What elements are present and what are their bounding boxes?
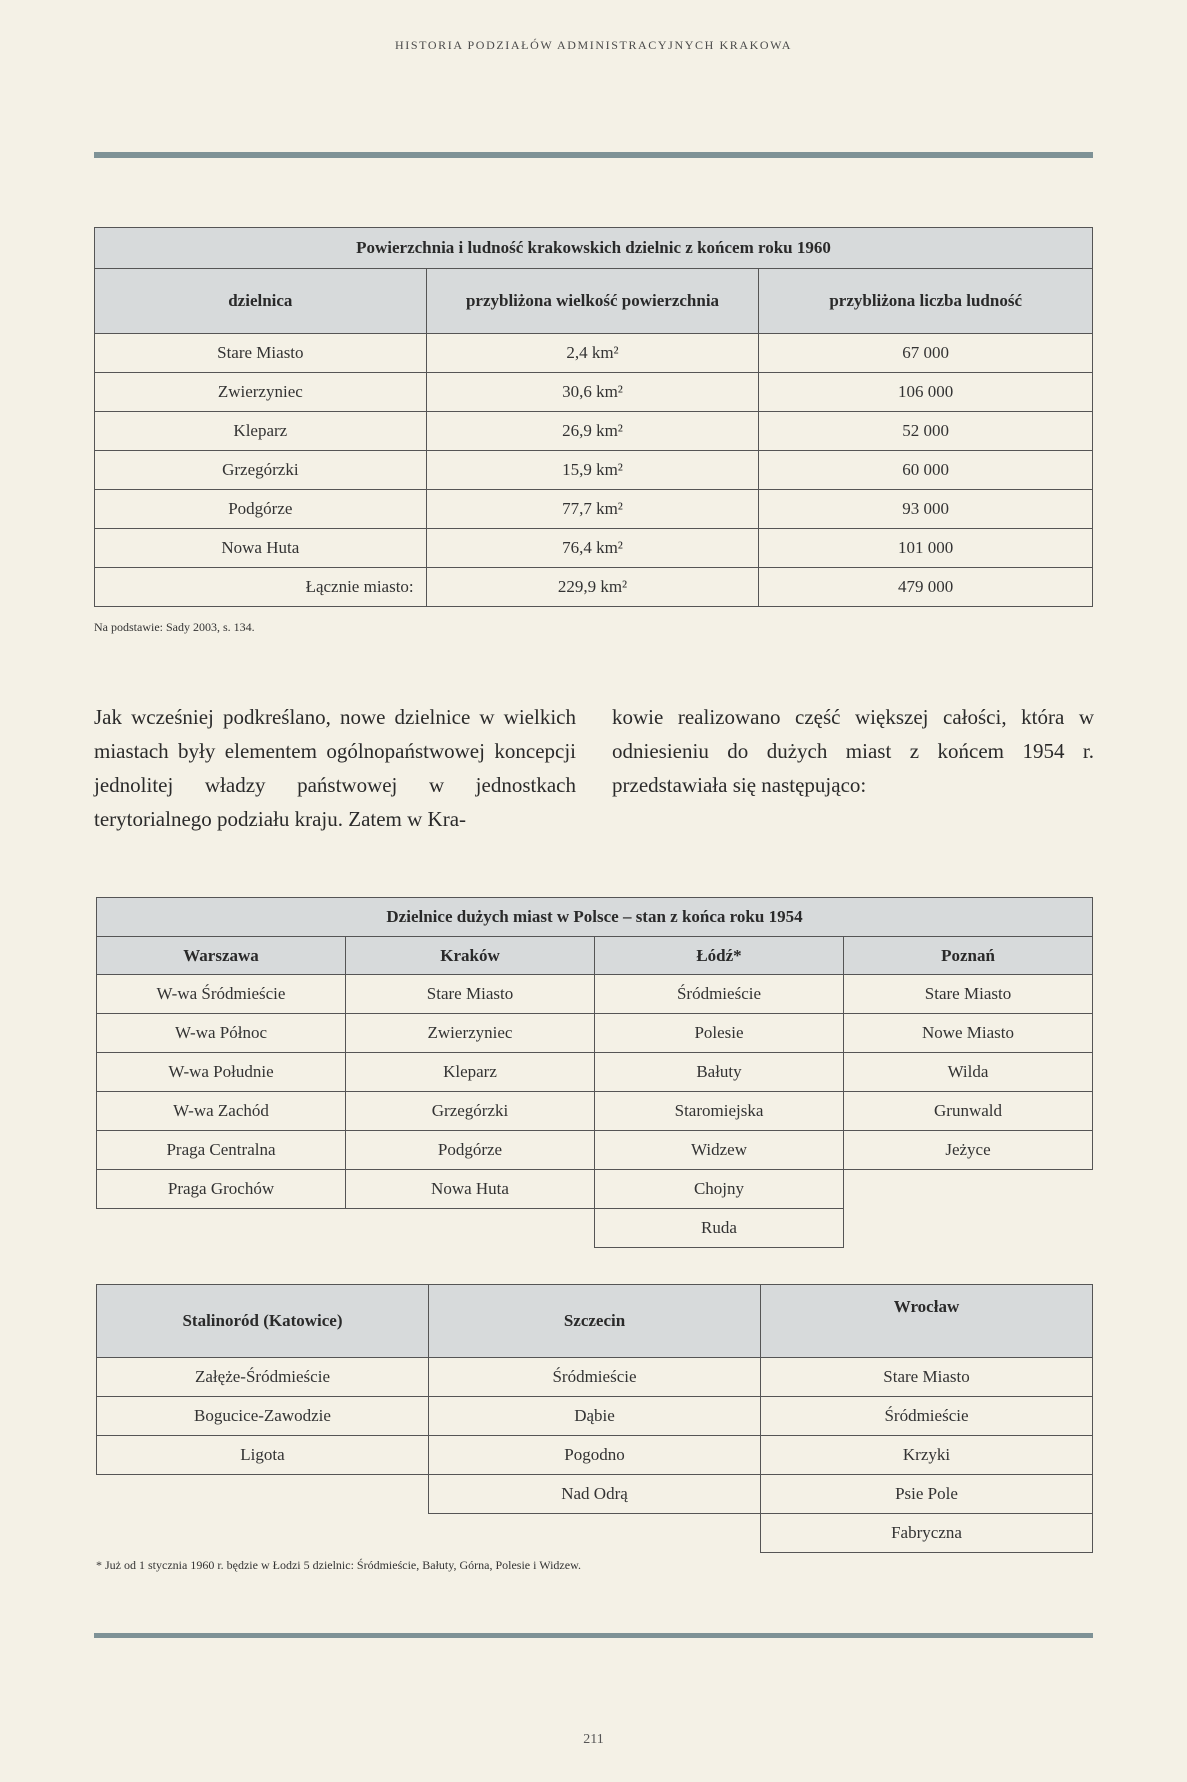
empty-cell xyxy=(429,1514,761,1553)
table-cell: Nowa Huta xyxy=(346,1170,595,1209)
table-cell: Praga Grochów xyxy=(97,1170,346,1209)
empty-cell xyxy=(844,1170,1093,1209)
table-cell: 26,9 km² xyxy=(426,412,759,451)
table-cell: W-wa Południe xyxy=(97,1053,346,1092)
table-cell: Stare Miasto xyxy=(95,334,427,373)
column-header: Warszawa xyxy=(97,937,346,975)
table-cell: Jeżyce xyxy=(844,1131,1093,1170)
column-header: Stalinoród (Katowice) xyxy=(97,1285,429,1358)
table-cell: 76,4 km² xyxy=(426,529,759,568)
table-cell: 15,9 km² xyxy=(426,451,759,490)
table-row xyxy=(97,1014,1093,1053)
table-cell: W-wa Śródmieście xyxy=(97,975,346,1014)
table-row xyxy=(97,1092,1093,1131)
total-area: 229,9 km² xyxy=(426,568,759,607)
table-cell: 77,7 km² xyxy=(426,490,759,529)
total-row xyxy=(95,568,1093,607)
table-cell: Grzegórzki xyxy=(346,1092,595,1131)
table-cell: Pogodno xyxy=(429,1436,761,1475)
page-number: 211 xyxy=(583,1732,604,1747)
column-header: Szczecin xyxy=(429,1285,761,1358)
table-cell: Podgórze xyxy=(346,1131,595,1170)
table-cell: Śródmieście xyxy=(429,1358,761,1397)
body-text-left: Jak wcześniej podkreślano, nowe dzielnice w wielkich miastach były elementem ogólnopaństwowej koncepcji jednolitej władzy państwowej w jednostkach terytorialnego podziału kraju. Zatem w Kra- xyxy=(94,705,576,831)
empty-cell xyxy=(97,1209,346,1248)
table-cell: Śródmieście xyxy=(595,975,844,1014)
table-row xyxy=(97,1131,1093,1170)
table-cell: Załęże-Śródmieście xyxy=(97,1358,429,1397)
table-row xyxy=(95,373,1093,412)
table-row xyxy=(97,1436,1093,1475)
table-cell: Nowe Miasto xyxy=(844,1014,1093,1053)
table-cell: Widzew xyxy=(595,1131,844,1170)
table-cell: 67 000 xyxy=(759,334,1093,373)
empty-cell xyxy=(346,1209,595,1248)
table-cell: Zwierzyniec xyxy=(95,373,427,412)
districts-1954-table-continued xyxy=(96,1284,1093,1553)
table-cell: Podgórze xyxy=(95,490,427,529)
table-row xyxy=(95,529,1093,568)
table-row xyxy=(97,1209,1093,1248)
table-cell: Praga Centralna xyxy=(97,1131,346,1170)
table-cell: Wilda xyxy=(844,1053,1093,1092)
source-note: Na podstawie: Sady 2003, s. 134. xyxy=(94,620,255,634)
table-row xyxy=(97,1170,1093,1209)
top-rule xyxy=(94,152,1093,158)
table-cell: Bogucice-Zawodzie xyxy=(97,1397,429,1436)
districts-1954-table xyxy=(96,897,1093,1248)
total-population: 479 000 xyxy=(759,568,1093,607)
column-header: Poznań xyxy=(844,937,1093,975)
table-cell: 2,4 km² xyxy=(426,334,759,373)
table-cell: Kleparz xyxy=(95,412,427,451)
table-cell: Staromiejska xyxy=(595,1092,844,1131)
table-cell: Ruda xyxy=(595,1209,844,1248)
table-cell: W-wa Północ xyxy=(97,1014,346,1053)
table-cell: Ligota xyxy=(97,1436,429,1475)
bottom-rule xyxy=(94,1633,1093,1638)
table-row xyxy=(97,1514,1093,1553)
table-row xyxy=(97,1475,1093,1514)
table-row xyxy=(95,490,1093,529)
empty-cell xyxy=(844,1209,1093,1248)
table-cell: Krzyki xyxy=(761,1436,1093,1475)
table-cell: Stare Miasto xyxy=(844,975,1093,1014)
table-row xyxy=(97,975,1093,1014)
table-cell: 52 000 xyxy=(759,412,1093,451)
running-head: HISTORIA PODZIAŁÓW ADMINISTRACYJNYCH KRAKOWA xyxy=(395,38,792,52)
table-row xyxy=(97,1358,1093,1397)
table-row xyxy=(95,412,1093,451)
table-cell: Stare Miasto xyxy=(346,975,595,1014)
table-caption: Dzielnice dużych miast w Polsce – stan z końca roku 1954 xyxy=(97,898,1093,937)
column-header: dzielnica xyxy=(95,269,427,334)
table-cell: 101 000 xyxy=(759,529,1093,568)
table-cell: Zwierzyniec xyxy=(346,1014,595,1053)
table-cell: 30,6 km² xyxy=(426,373,759,412)
table-cell: Psie Pole xyxy=(761,1475,1093,1514)
table-cell: Fabryczna xyxy=(761,1514,1093,1553)
table-cell: Dąbie xyxy=(429,1397,761,1436)
table-cell: W-wa Zachód xyxy=(97,1092,346,1131)
table-caption: Powierzchnia i ludność krakowskich dzielnic z końcem roku 1960 xyxy=(95,228,1093,269)
table-row xyxy=(97,1053,1093,1092)
table-cell: Grunwald xyxy=(844,1092,1093,1131)
table-cell: Kleparz xyxy=(346,1053,595,1092)
column-header: przybliżona wielkość powierzchnia xyxy=(426,269,759,334)
table-cell: Nowa Huta xyxy=(95,529,427,568)
table-cell: Nad Odrą xyxy=(429,1475,761,1514)
body-text-right: kowie realizowano część większej całości, która w odniesieniu do dużych miast z końcem 1954 r. przedstawiała się następująco: xyxy=(612,705,1094,797)
table-cell: Bałuty xyxy=(595,1053,844,1092)
empty-cell xyxy=(97,1475,429,1514)
empty-cell xyxy=(97,1514,429,1553)
column-header: Łódź* xyxy=(595,937,844,975)
table-row xyxy=(95,334,1093,373)
table-cell: Stare Miasto xyxy=(761,1358,1093,1397)
table-cell: Grzegórzki xyxy=(95,451,427,490)
column-header: przybliżona liczba ludność xyxy=(759,269,1093,334)
table-cell: 106 000 xyxy=(759,373,1093,412)
table-row xyxy=(95,451,1093,490)
total-label: Łącznie miasto: xyxy=(95,568,427,607)
column-header: Kraków xyxy=(346,937,595,975)
table-row xyxy=(97,1397,1093,1436)
column-header: Wrocław xyxy=(761,1285,1093,1358)
table-cell: Śródmieście xyxy=(761,1397,1093,1436)
table-cell: 60 000 xyxy=(759,451,1093,490)
footnote: * Już od 1 stycznia 1960 r. będzie w Łodzi 5 dzielnic: Śródmieście, Bałuty, Górna, Polesie i Widzew. xyxy=(96,1558,581,1572)
area-population-table xyxy=(94,227,1093,607)
table-cell: Polesie xyxy=(595,1014,844,1053)
table-cell: Chojny xyxy=(595,1170,844,1209)
table-cell: 93 000 xyxy=(759,490,1093,529)
